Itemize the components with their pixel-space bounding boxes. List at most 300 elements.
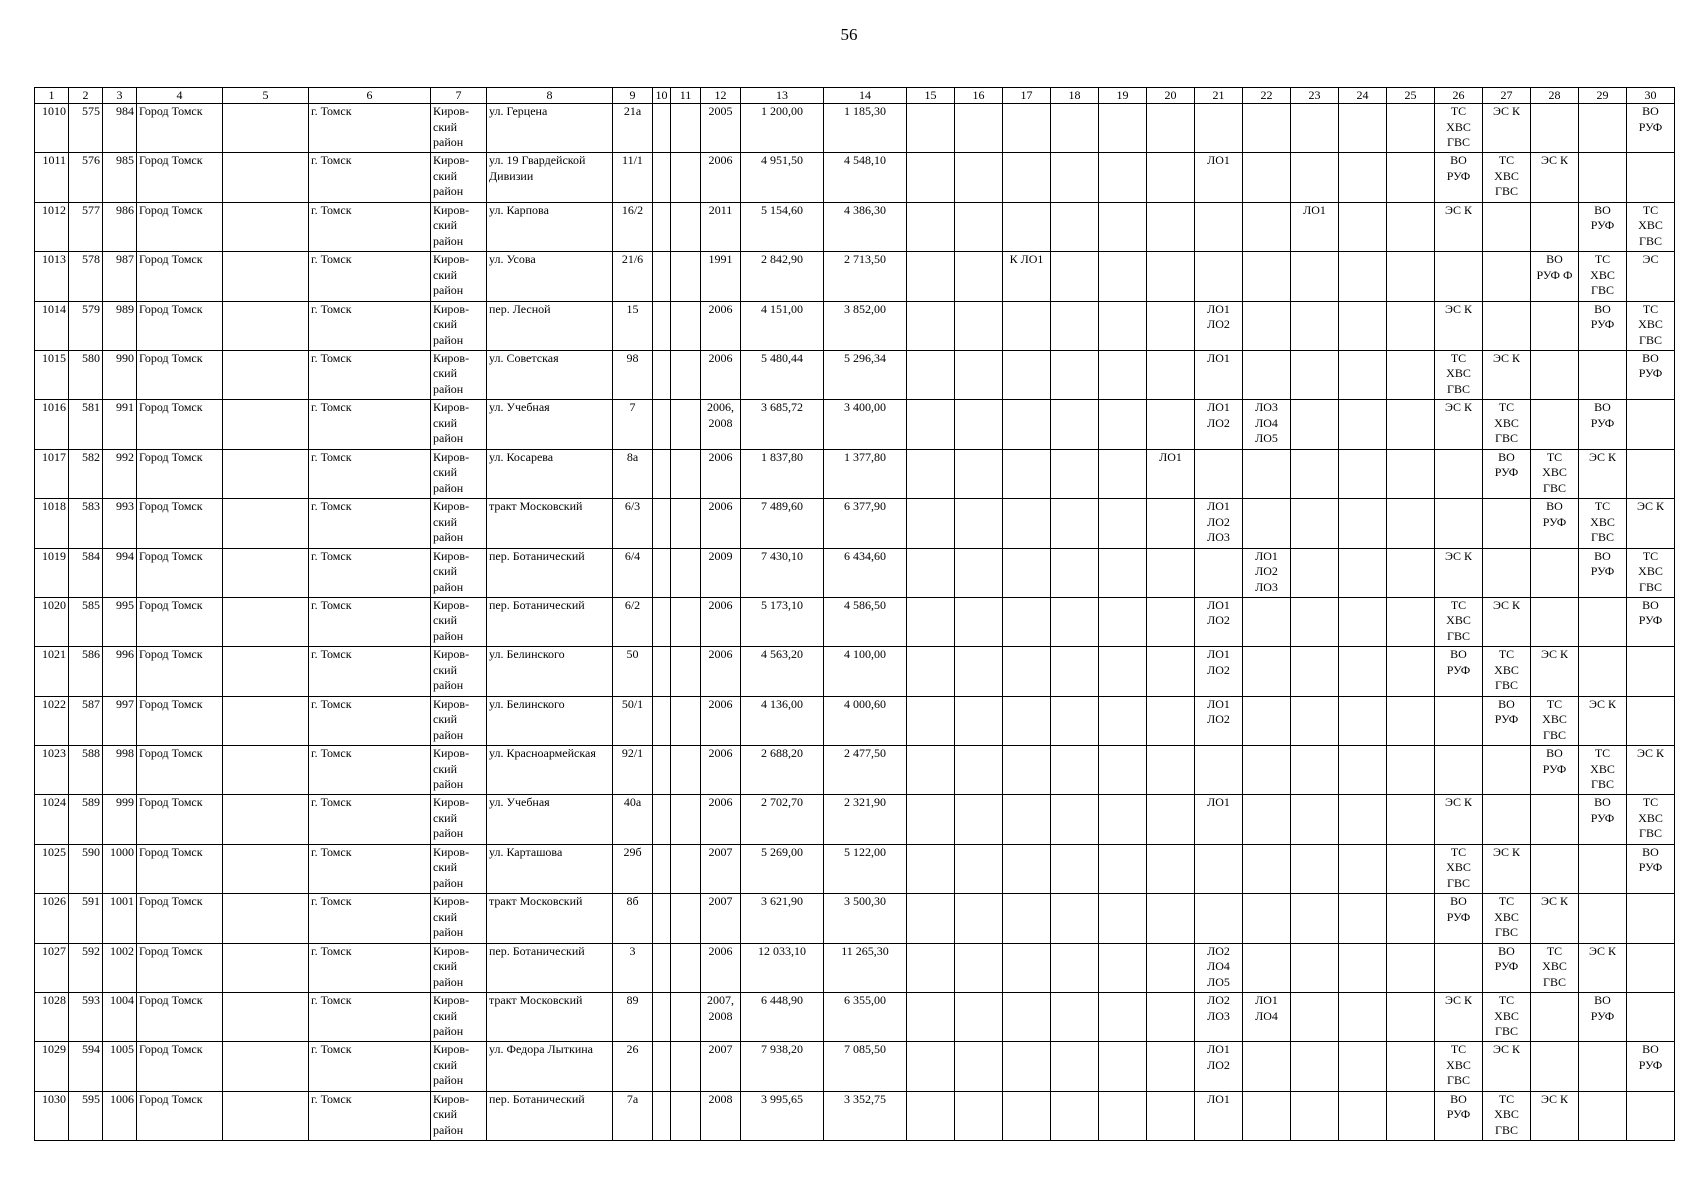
- cell-col-17: К ЛО1: [1003, 252, 1051, 301]
- cell-district: Киров- ский район: [431, 943, 487, 992]
- cell-area-total: 1 837,80: [741, 449, 824, 498]
- cell-settlement: г. Томск: [309, 746, 431, 795]
- cell-col-18: [1051, 350, 1099, 399]
- cell-col-16: [955, 746, 1003, 795]
- column-number-6: 6: [309, 88, 431, 104]
- cell-col-16: [955, 499, 1003, 548]
- cell-col-11: [671, 647, 701, 696]
- cell-col-30: ВО РУФ: [1627, 597, 1675, 646]
- cell-col-22: [1243, 894, 1291, 943]
- cell-house-number: 3: [613, 943, 653, 992]
- cell-col-11: [671, 1091, 701, 1140]
- cell-col-21: ЛО1 ЛО2: [1195, 647, 1243, 696]
- cell-street: тракт Московский: [487, 894, 613, 943]
- cell-build-year: 2006: [701, 301, 741, 350]
- cell-col-20: [1147, 943, 1195, 992]
- cell-col-16: [955, 400, 1003, 449]
- cell-col-28: [1531, 1042, 1579, 1091]
- cell-col-11: [671, 993, 701, 1042]
- cell-col-26: ЭС К: [1435, 400, 1483, 449]
- cell-col-25: [1387, 597, 1435, 646]
- cell-col-24: [1339, 400, 1387, 449]
- cell-build-year: 2011: [701, 202, 741, 251]
- column-number-28: 28: [1531, 88, 1579, 104]
- cell-col-19: [1099, 597, 1147, 646]
- table-row: [35, 449, 1675, 498]
- cell-col-28: ЭС К: [1531, 647, 1579, 696]
- cell-col-26: ВО РУФ: [1435, 1091, 1483, 1140]
- cell-col-11: [671, 696, 701, 745]
- cell-col-21: [1195, 202, 1243, 251]
- cell-col-17: [1003, 1091, 1051, 1140]
- cell-col-25: [1387, 746, 1435, 795]
- cell-col-5: [223, 894, 309, 943]
- cell-col-10: [653, 104, 671, 153]
- cell-col-17: [1003, 943, 1051, 992]
- cell-col-17: [1003, 647, 1051, 696]
- cell-col-24: [1339, 548, 1387, 597]
- cell-street: пер. Ботанический: [487, 548, 613, 597]
- cell-area-living: 3 500,30: [824, 894, 907, 943]
- cell-row-id: 1023: [35, 746, 69, 795]
- cell-col-16: [955, 104, 1003, 153]
- cell-area-living: 4 100,00: [824, 647, 907, 696]
- cell-col-29: [1579, 1042, 1627, 1091]
- cell-municipality: Город Томск: [137, 844, 223, 893]
- cell-col-18: [1051, 993, 1099, 1042]
- cell-object-id: 986: [103, 202, 137, 251]
- cell-col-25: [1387, 449, 1435, 498]
- cell-col-5: [223, 548, 309, 597]
- cell-col-27: ЭС К: [1483, 104, 1531, 153]
- cell-col-16: [955, 844, 1003, 893]
- cell-col-28: ТС ХВС ГВС: [1531, 449, 1579, 498]
- cell-municipality: Город Томск: [137, 597, 223, 646]
- cell-col-23: [1291, 1042, 1339, 1091]
- cell-col-22: [1243, 1042, 1291, 1091]
- cell-col-28: ЭС К: [1531, 1091, 1579, 1140]
- cell-col-27: ТС ХВС ГВС: [1483, 993, 1531, 1042]
- cell-col-5: [223, 153, 309, 202]
- column-number-25: 25: [1387, 88, 1435, 104]
- cell-sub-id: 595: [69, 1091, 103, 1140]
- column-number-30: 30: [1627, 88, 1675, 104]
- cell-build-year: 2006, 2008: [701, 400, 741, 449]
- cell-municipality: Город Томск: [137, 202, 223, 251]
- column-number-7: 7: [431, 88, 487, 104]
- cell-col-10: [653, 350, 671, 399]
- column-number-3: 3: [103, 88, 137, 104]
- cell-municipality: Город Томск: [137, 647, 223, 696]
- cell-col-23: [1291, 1091, 1339, 1140]
- cell-col-17: [1003, 400, 1051, 449]
- table-row: [35, 844, 1675, 893]
- cell-col-30: ВО РУФ: [1627, 104, 1675, 153]
- cell-col-28: ВО РУФ: [1531, 499, 1579, 548]
- cell-col-30: [1627, 943, 1675, 992]
- cell-col-16: [955, 943, 1003, 992]
- cell-col-24: [1339, 499, 1387, 548]
- table-row: [35, 795, 1675, 844]
- cell-col-22: [1243, 301, 1291, 350]
- cell-street: пер. Лесной: [487, 301, 613, 350]
- cell-district: Киров- ский район: [431, 202, 487, 251]
- cell-row-id: 1026: [35, 894, 69, 943]
- cell-row-id: 1013: [35, 252, 69, 301]
- cell-col-25: [1387, 499, 1435, 548]
- cell-col-22: [1243, 449, 1291, 498]
- cell-district: Киров- ский район: [431, 350, 487, 399]
- cell-col-24: [1339, 350, 1387, 399]
- cell-row-id: 1021: [35, 647, 69, 696]
- cell-col-24: [1339, 696, 1387, 745]
- cell-col-23: [1291, 795, 1339, 844]
- cell-col-5: [223, 499, 309, 548]
- cell-row-id: 1016: [35, 400, 69, 449]
- cell-col-27: ЭС К: [1483, 844, 1531, 893]
- cell-col-26: ЭС К: [1435, 795, 1483, 844]
- cell-object-id: 999: [103, 795, 137, 844]
- cell-municipality: Город Томск: [137, 1042, 223, 1091]
- cell-row-id: 1014: [35, 301, 69, 350]
- cell-col-15: [907, 894, 955, 943]
- cell-col-21: ЛО1: [1195, 1091, 1243, 1140]
- column-number-16: 16: [955, 88, 1003, 104]
- cell-col-11: [671, 499, 701, 548]
- cell-col-21: [1195, 252, 1243, 301]
- cell-col-27: ТС ХВС ГВС: [1483, 894, 1531, 943]
- cell-area-total: 1 200,00: [741, 104, 824, 153]
- cell-build-year: 2005: [701, 104, 741, 153]
- cell-col-11: [671, 894, 701, 943]
- cell-object-id: 984: [103, 104, 137, 153]
- cell-col-29: ВО РУФ: [1579, 400, 1627, 449]
- table-row: [35, 894, 1675, 943]
- cell-row-id: 1019: [35, 548, 69, 597]
- cell-col-23: [1291, 499, 1339, 548]
- cell-col-11: [671, 252, 701, 301]
- cell-sub-id: 590: [69, 844, 103, 893]
- cell-col-24: [1339, 301, 1387, 350]
- cell-sub-id: 591: [69, 894, 103, 943]
- cell-area-total: 3 621,90: [741, 894, 824, 943]
- column-number-29: 29: [1579, 88, 1627, 104]
- cell-col-29: ТС ХВС ГВС: [1579, 746, 1627, 795]
- cell-col-11: [671, 548, 701, 597]
- cell-col-20: [1147, 1042, 1195, 1091]
- cell-street: тракт Московский: [487, 993, 613, 1042]
- cell-col-29: ЭС К: [1579, 449, 1627, 498]
- cell-sub-id: 589: [69, 795, 103, 844]
- cell-col-22: [1243, 746, 1291, 795]
- cell-col-24: [1339, 1042, 1387, 1091]
- cell-col-28: ТС ХВС ГВС: [1531, 696, 1579, 745]
- cell-col-21: ЛО2 ЛО3: [1195, 993, 1243, 1042]
- cell-col-20: [1147, 746, 1195, 795]
- cell-col-16: [955, 252, 1003, 301]
- cell-col-10: [653, 252, 671, 301]
- cell-area-total: 12 033,10: [741, 943, 824, 992]
- cell-col-21: ЛО2 ЛО4 ЛО5: [1195, 943, 1243, 992]
- cell-col-17: [1003, 993, 1051, 1042]
- cell-col-25: [1387, 400, 1435, 449]
- cell-area-total: 7 938,20: [741, 1042, 824, 1091]
- cell-area-living: 7 085,50: [824, 1042, 907, 1091]
- cell-municipality: Город Томск: [137, 548, 223, 597]
- cell-build-year: 2006: [701, 696, 741, 745]
- cell-col-27: [1483, 499, 1531, 548]
- cell-col-15: [907, 202, 955, 251]
- cell-col-26: ВО РУФ: [1435, 153, 1483, 202]
- cell-col-28: [1531, 844, 1579, 893]
- cell-col-19: [1099, 647, 1147, 696]
- cell-col-17: [1003, 844, 1051, 893]
- cell-area-living: 4 000,60: [824, 696, 907, 745]
- cell-col-26: ЭС К: [1435, 993, 1483, 1042]
- cell-col-21: [1195, 548, 1243, 597]
- cell-col-16: [955, 449, 1003, 498]
- cell-settlement: г. Томск: [309, 301, 431, 350]
- cell-col-26: [1435, 449, 1483, 498]
- cell-area-total: 2 842,90: [741, 252, 824, 301]
- cell-col-11: [671, 400, 701, 449]
- cell-col-28: ВО РУФ Ф: [1531, 252, 1579, 301]
- cell-col-28: ТС ХВС ГВС: [1531, 943, 1579, 992]
- cell-build-year: 2006: [701, 350, 741, 399]
- cell-col-15: [907, 104, 955, 153]
- cell-col-26: [1435, 746, 1483, 795]
- cell-col-21: [1195, 449, 1243, 498]
- cell-col-25: [1387, 548, 1435, 597]
- cell-municipality: Город Томск: [137, 153, 223, 202]
- cell-area-living: 3 352,75: [824, 1091, 907, 1140]
- cell-col-15: [907, 1042, 955, 1091]
- column-number-11: 11: [671, 88, 701, 104]
- table-row: [35, 1091, 1675, 1140]
- cell-col-30: ВО РУФ: [1627, 844, 1675, 893]
- cell-house-number: 26: [613, 1042, 653, 1091]
- cell-col-17: [1003, 894, 1051, 943]
- cell-build-year: 2006: [701, 499, 741, 548]
- cell-col-30: [1627, 894, 1675, 943]
- cell-area-total: 7 489,60: [741, 499, 824, 548]
- cell-col-25: [1387, 894, 1435, 943]
- cell-area-living: 2 477,50: [824, 746, 907, 795]
- cell-street: пер. Ботанический: [487, 1091, 613, 1140]
- cell-col-26: ЭС К: [1435, 202, 1483, 251]
- cell-area-total: 2 702,70: [741, 795, 824, 844]
- cell-settlement: г. Томск: [309, 252, 431, 301]
- cell-col-18: [1051, 202, 1099, 251]
- cell-col-18: [1051, 104, 1099, 153]
- cell-municipality: Город Томск: [137, 795, 223, 844]
- cell-house-number: 8б: [613, 894, 653, 943]
- table-row: [35, 301, 1675, 350]
- cell-settlement: г. Томск: [309, 548, 431, 597]
- cell-col-21: ЛО1: [1195, 350, 1243, 399]
- cell-col-20: [1147, 548, 1195, 597]
- cell-col-19: [1099, 499, 1147, 548]
- cell-sub-id: 588: [69, 746, 103, 795]
- cell-col-25: [1387, 202, 1435, 251]
- cell-col-18: [1051, 449, 1099, 498]
- cell-sub-id: 576: [69, 153, 103, 202]
- cell-col-19: [1099, 696, 1147, 745]
- cell-col-5: [223, 449, 309, 498]
- cell-col-30: ТС ХВС ГВС: [1627, 202, 1675, 251]
- cell-col-19: [1099, 350, 1147, 399]
- cell-col-28: [1531, 104, 1579, 153]
- cell-col-15: [907, 252, 955, 301]
- cell-settlement: г. Томск: [309, 696, 431, 745]
- cell-col-29: [1579, 350, 1627, 399]
- cell-area-total: 7 430,10: [741, 548, 824, 597]
- cell-col-18: [1051, 548, 1099, 597]
- cell-row-id: 1028: [35, 993, 69, 1042]
- cell-object-id: 1006: [103, 1091, 137, 1140]
- cell-col-27: ВО РУФ: [1483, 696, 1531, 745]
- cell-col-30: ЭС К: [1627, 499, 1675, 548]
- cell-col-11: [671, 153, 701, 202]
- cell-col-27: [1483, 252, 1531, 301]
- cell-col-23: [1291, 400, 1339, 449]
- cell-build-year: 2006: [701, 597, 741, 646]
- cell-col-16: [955, 696, 1003, 745]
- cell-col-30: ВО РУФ: [1627, 1042, 1675, 1091]
- cell-col-27: ТС ХВС ГВС: [1483, 400, 1531, 449]
- column-number-15: 15: [907, 88, 955, 104]
- table-row: [35, 350, 1675, 399]
- cell-district: Киров- ский район: [431, 1091, 487, 1140]
- cell-object-id: 995: [103, 597, 137, 646]
- table-row: [35, 202, 1675, 251]
- column-number-row: [35, 88, 1675, 104]
- column-number-13: 13: [741, 88, 824, 104]
- cell-house-number: 98: [613, 350, 653, 399]
- cell-district: Киров- ский район: [431, 400, 487, 449]
- cell-col-19: [1099, 795, 1147, 844]
- cell-col-29: ВО РУФ: [1579, 202, 1627, 251]
- cell-col-15: [907, 993, 955, 1042]
- cell-object-id: 987: [103, 252, 137, 301]
- cell-col-23: [1291, 894, 1339, 943]
- cell-settlement: г. Томск: [309, 597, 431, 646]
- cell-row-id: 1022: [35, 696, 69, 745]
- cell-municipality: Город Томск: [137, 894, 223, 943]
- cell-col-11: [671, 746, 701, 795]
- cell-sub-id: 592: [69, 943, 103, 992]
- cell-col-20: [1147, 844, 1195, 893]
- cell-col-5: [223, 301, 309, 350]
- cell-col-19: [1099, 202, 1147, 251]
- cell-house-number: 7а: [613, 1091, 653, 1140]
- cell-col-25: [1387, 696, 1435, 745]
- cell-col-18: [1051, 1042, 1099, 1091]
- table-row: [35, 400, 1675, 449]
- cell-street: ул. Белинского: [487, 696, 613, 745]
- cell-col-16: [955, 993, 1003, 1042]
- column-number-14: 14: [824, 88, 907, 104]
- cell-col-5: [223, 202, 309, 251]
- cell-row-id: 1012: [35, 202, 69, 251]
- cell-street: ул. Косарева: [487, 449, 613, 498]
- table-row: [35, 647, 1675, 696]
- cell-col-11: [671, 1042, 701, 1091]
- cell-col-21: ЛО1: [1195, 795, 1243, 844]
- cell-settlement: г. Томск: [309, 844, 431, 893]
- cell-object-id: 991: [103, 400, 137, 449]
- cell-col-24: [1339, 746, 1387, 795]
- cell-district: Киров- ский район: [431, 499, 487, 548]
- cell-district: Киров- ский район: [431, 795, 487, 844]
- cell-col-23: [1291, 449, 1339, 498]
- cell-street: ул. Белинского: [487, 647, 613, 696]
- cell-col-21: ЛО1 ЛО2: [1195, 696, 1243, 745]
- cell-street: ул. Учебная: [487, 795, 613, 844]
- cell-col-23: ЛО1: [1291, 202, 1339, 251]
- cell-row-id: 1027: [35, 943, 69, 992]
- cell-col-27: [1483, 202, 1531, 251]
- cell-sub-id: 575: [69, 104, 103, 153]
- cell-col-10: [653, 647, 671, 696]
- cell-municipality: Город Томск: [137, 350, 223, 399]
- cell-settlement: г. Томск: [309, 104, 431, 153]
- cell-col-28: [1531, 350, 1579, 399]
- column-number-22: 22: [1243, 88, 1291, 104]
- cell-col-17: [1003, 449, 1051, 498]
- cell-sub-id: 594: [69, 1042, 103, 1091]
- cell-area-total: 5 154,60: [741, 202, 824, 251]
- cell-col-25: [1387, 104, 1435, 153]
- cell-district: Киров- ский район: [431, 449, 487, 498]
- cell-col-11: [671, 943, 701, 992]
- cell-col-22: [1243, 202, 1291, 251]
- cell-col-15: [907, 943, 955, 992]
- cell-area-living: 5 296,34: [824, 350, 907, 399]
- cell-col-19: [1099, 548, 1147, 597]
- cell-col-22: [1243, 647, 1291, 696]
- cell-col-18: [1051, 746, 1099, 795]
- cell-col-17: [1003, 499, 1051, 548]
- column-number-10: 10: [653, 88, 671, 104]
- cell-house-number: 11/1: [613, 153, 653, 202]
- cell-col-10: [653, 1091, 671, 1140]
- cell-col-17: [1003, 202, 1051, 251]
- cell-build-year: 1991: [701, 252, 741, 301]
- cell-col-15: [907, 499, 955, 548]
- cell-col-18: [1051, 696, 1099, 745]
- cell-house-number: 50: [613, 647, 653, 696]
- table-row: [35, 153, 1675, 202]
- cell-col-21: ЛО1 ЛО2: [1195, 301, 1243, 350]
- cell-col-22: [1243, 1091, 1291, 1140]
- cell-col-18: [1051, 647, 1099, 696]
- cell-col-16: [955, 548, 1003, 597]
- cell-col-21: ЛО1 ЛО2 ЛО3: [1195, 499, 1243, 548]
- cell-build-year: 2007: [701, 894, 741, 943]
- cell-street: ул. Герцена: [487, 104, 613, 153]
- cell-object-id: 996: [103, 647, 137, 696]
- cell-build-year: 2008: [701, 1091, 741, 1140]
- cell-col-29: ВО РУФ: [1579, 795, 1627, 844]
- cell-col-22: [1243, 153, 1291, 202]
- cell-build-year: 2007, 2008: [701, 993, 741, 1042]
- cell-sub-id: 585: [69, 597, 103, 646]
- cell-col-20: [1147, 894, 1195, 943]
- cell-col-18: [1051, 795, 1099, 844]
- cell-col-15: [907, 1091, 955, 1140]
- cell-col-22: ЛО1 ЛО2 ЛО3: [1243, 548, 1291, 597]
